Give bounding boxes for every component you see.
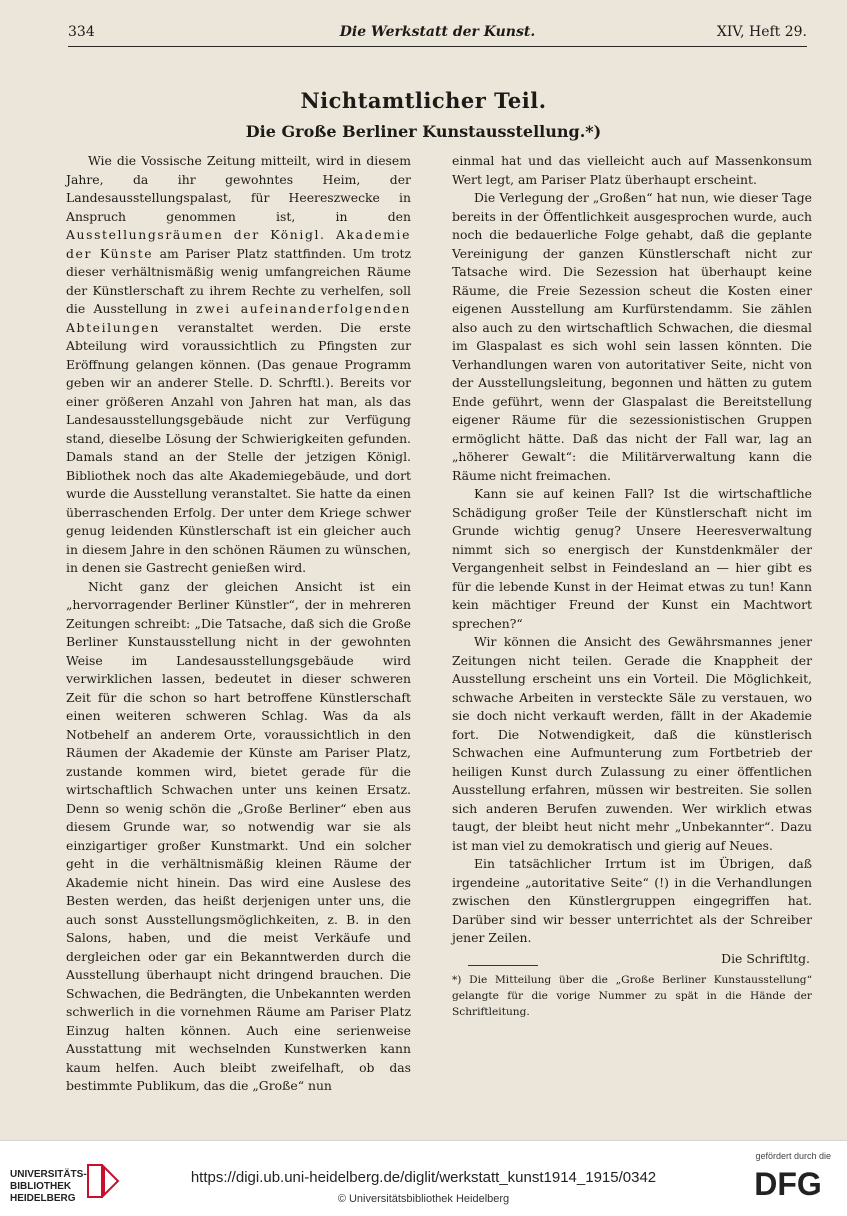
text-run: Ein tatsächlicher Irrtum ist im Übrigen, daß irgendeine „autoritative Seite“ (!) in die Verhandlungen zwischen den Künstlergruppen eingegriffen hat. Darüber sind wir besser unterrichtet als der Schreiber jener Zeilen.	[452, 856, 812, 945]
section-title: Nichtamtlicher Teil.	[300, 88, 547, 113]
permalink-url[interactable]: https://digi.ub.uni-heidelberg.de/diglit/werkstatt_kunst1914_1915/0342	[190, 1169, 657, 1186]
paragraph	[452, 485, 812, 633]
viewer-footer	[0, 1140, 847, 1216]
text-run: Kann sie auf keinen Fall? Ist die wirtschaftliche Schädigung großer Teile der Künstlerschaft nicht im Grunde wichtig genug? Unsere Heeresverwaltung nimmt sich so energisch der Kunstdenkmäler der Vergangenheit selbst in Feindesland an — hier gibt es für die lebende Kunst in der Heimat etwas zu tun! Kann kein mächtiger Freund der Kunst ein Machtwort sprechen?“	[452, 486, 812, 631]
running-head	[68, 20, 807, 47]
dfg-funding	[735, 1151, 831, 1201]
footnote-divider	[468, 965, 538, 966]
text-run: am Pariser Platz stattfinden. Um trotz dieser verhältnismäßig wenig umfangreichen Räume der Künstlerschaft zu ihrem Rechte zu verhelfen, soll die Ausstellung in	[66, 245, 411, 316]
text-run: Nicht ganz der gleichen Ansicht ist ein „hervorragender Berliner Künstler“, der in mehreren Zeitungen schreibt: „Die Tatsache, daß sich die Große Berliner Kunstausstellung nicht in der gewohnten Weise im Landesausstellungsgebäude wird verwirklichen lassen, bedeutet in dieser schweren Zeit für die schon so hart betroffene Künstlerschaft einen weiteren schweren Schlag. Was da als Notbehelf an anderem Orte, voraussichtlich in den Räumen der Akademie der Künste am Pariser Platz, zustande kommen wird, bietet gerade für die wirtschaftlich Schwachen unter uns keinen Ersatz. Denn so wenig schön die „Große Berliner“ eben aus diesem Grunde war, so notwendig war sie als einzigartiger großer Kunstmarkt. Und ein solcher geht in die verhältnismäßig kleinen Räume der Akademie nicht hinein. Das wird eine Auslese des Besten werden, das heißt derjenigen unter uns, die auch sonst Ausstellungsmöglichkeiten, z. B. in den Salons, haben, und die meist Verkäufe und dergleichen oder gar ein Bekanntwerden durch die Ausstellung überhaupt nicht dringend brauchen. Die Schwachen, die Bedrängten, die Unbekannten werden schwerlich in die vornehmen Räume am Pariser Platz Einzug halten können. Auch eine serienweise Ausstattung mit wechselnden Kunstwerken kann kaum helfen. Auch bleibt zweifelhaft, ob das bestimmte Publikum, das die „Große“ nun	[66, 578, 411, 1093]
journal-title: Die Werkstatt der Kunst.	[339, 24, 536, 40]
text-run: Wie die Vossische Zeitung mitteilt, wird in diesem Jahre, da ihr gewohntes Heim, der Landesausstellungspalast, für Heereszwecke in Anspruch genommen ist, in den	[66, 153, 411, 224]
paragraph	[452, 189, 812, 485]
text-run: veranstaltet werden. Die erste Abteilung wird voraussichtlich zu Pfingsten zur Eröffnung gelangen können. (Das genaue Programm geben wir an anderer Stelle. D. Schrftl.). Bereits vor einer größeren Anzahl von Jahren hat man, als das Landesausstellungsgebäude nicht zur Verfügung stand, dieselbe Lösung der Schwierigkeiten gefunden. Damals stand an der Stelle der jetzigen Königl. Bibliothek noch das alte Akademiegebäude, und dort wurde die Ausstellung veranstaltet. Sie hatte da einen überraschenden Erfolg. Der unter dem Kriege schwer genug leidenden Künstlerschaft ist ein gleicher auch in diesem Jahre in den schönen Räumen zu wünschen, in denen sie Gastrecht genießen wird.	[66, 319, 411, 575]
text-run: Wir können die Ansicht des Gewährsmannes jener Zeitungen nicht teilen. Gerade die Knappheit der Ausstellung erscheint uns ein Vorteil. Die Möglichkeit, schwache Arbeiten in versteckte Säle zu verstauen, wo sie doch nicht verkauft werden, fällt in der Akademie fort. Die Notwendigkeit, daß die künstlerisch Schwachen eine Aufmunterung zum Fortbetrieb der heiligen Kunst durch Zulassung zu einer öffentlichen Ausstellung erfahren, müssen wir bestreiten. Sie sollen sich anderen Berufen zuwenden. Wer wirklich etwas taugt, der bleibt heut nicht mehr „Unbekannter“. Dazu ist man viel zu demokratisch und gierig auf Neues.	[452, 634, 812, 853]
right-column	[452, 152, 812, 968]
copyright-notice: © Universitätsbibliothek Heidelberg	[337, 1193, 510, 1205]
emphasized-text: zwei aufeinanderfolgenden Abteilungen	[66, 301, 411, 335]
paragraph	[66, 152, 411, 578]
text-run: einmal hat und das vielleicht auch auf Massenkonsum Wert legt, am Pariser Platz überhaupt erscheint.	[452, 153, 812, 187]
left-column	[66, 152, 411, 1096]
funded-by-label: gefördert durch die	[755, 1151, 831, 1161]
emphasized-text: Ausstellungsräumen der Königl. Akademie der Künste	[66, 227, 411, 261]
library-name: UNIVERSITÄTS- BIBLIOTHEK HEIDELBERG	[10, 1169, 87, 1204]
paragraph	[452, 855, 812, 948]
issue-info: XIV, Heft 29.	[716, 24, 807, 40]
page-number: 334	[68, 24, 95, 40]
signature: Die Schriftltg.	[721, 950, 810, 966]
article-title: Die Große Berliner Kunstausstellung.*)	[245, 122, 602, 141]
paragraph	[66, 578, 411, 1096]
paragraph	[452, 633, 812, 855]
dfg-logo-text: DFG	[754, 1166, 822, 1201]
paragraph	[452, 152, 812, 189]
text-run: Die Verlegung der „Großen“ hat nun, wie dieser Tage bereits in der Öffentlichkeit ausgesprochen wurde, auch noch die bedauerliche Folge gehabt, daß die geplante Vereinigung der ganzen Künstlerschaft nicht zur Tatsache wird. Die Sezession hat überhaupt keine Räume, die Freie Sezession scheut die Kosten einer eigenen Ausstellung am Kurfürstendamm. Sie zählen also auch zu den wirtschaftlich Schwachen, die diesmal im Glaspalast es sich wohl sein lassen könnten. Die Verhandlungen waren von autoritativer Seite, nicht von der Ausstellungsleitung, begonnen und hätten zu gutem Ende geführt, wenn der Glaspalast die Bereitstellung eigener Räume für die sezessionistischen Gruppen ermöglicht hätte. Daß das nicht der Fall war, lag an „höherer Gewalt“: die Militärverwaltung kann die Räume nicht freimachen.	[452, 190, 812, 483]
footnote: *) Die Mitteilung über die „Große Berliner Kunstausstellung“ gelangte für die vorige Nummer zu spät in die Hände der Schriftleitung.	[452, 974, 812, 1018]
dfg-logo-icon	[745, 1165, 831, 1201]
